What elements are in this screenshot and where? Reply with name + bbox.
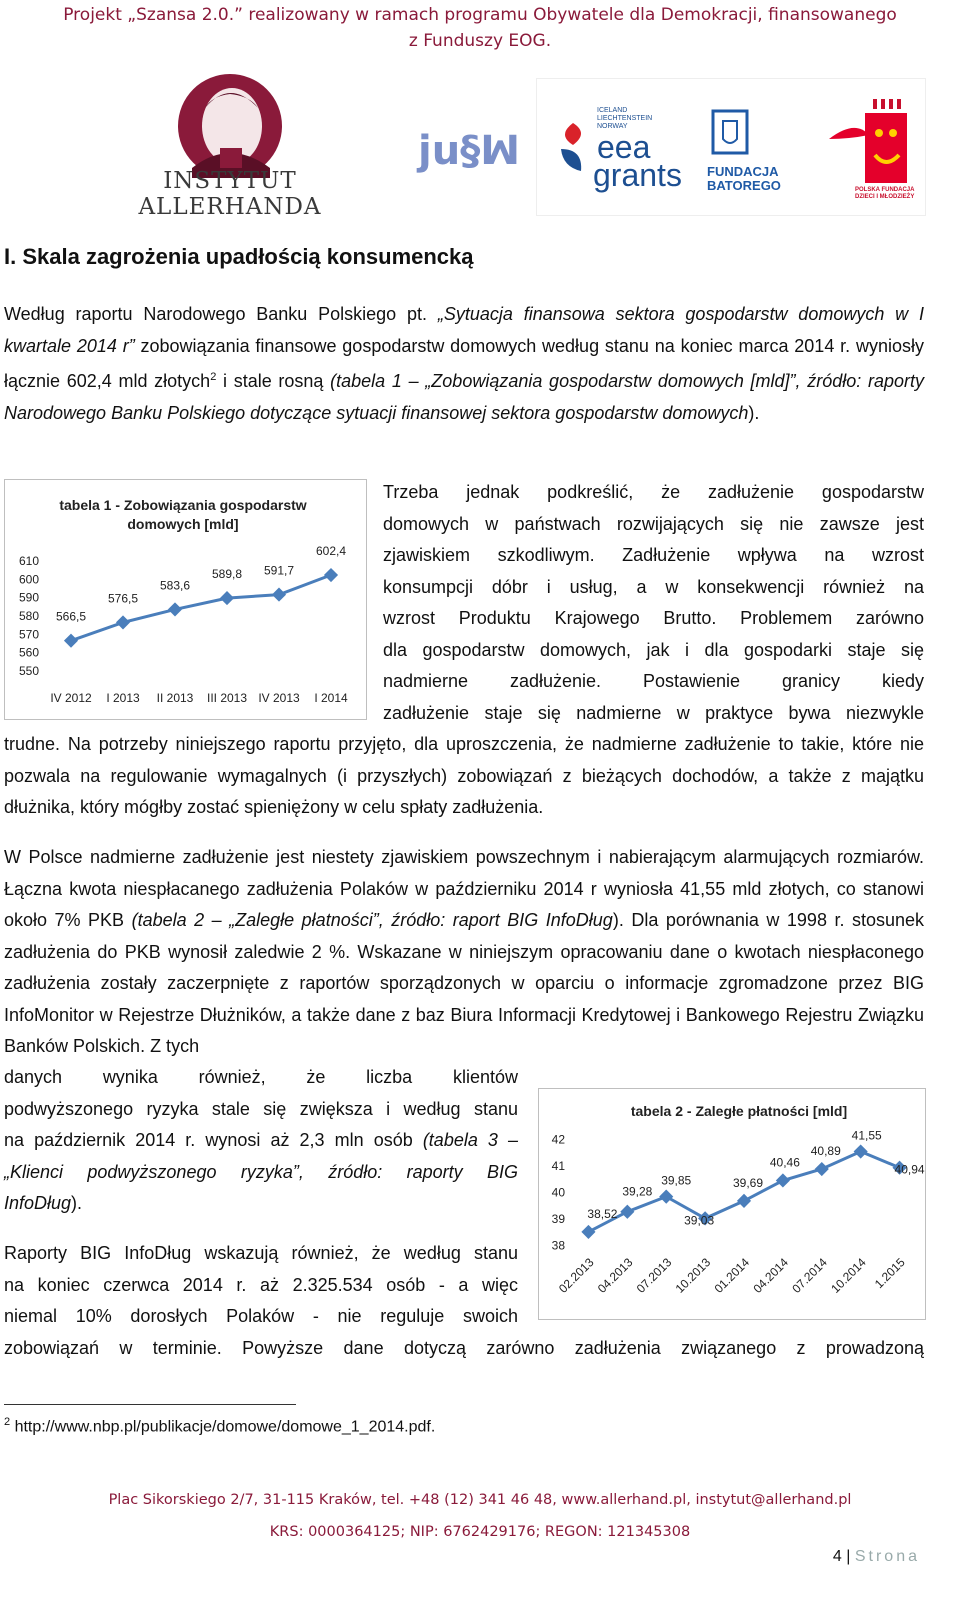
- footnote: [4, 1416, 435, 1436]
- p2-line: domowych w państwach rozwijających się nie zawsze jest: [383, 513, 924, 534]
- grants-text: grants: [593, 157, 682, 193]
- p3-text-c: ). Dla porównania w 1998 r. stosunek zadłużenia do PKB wynosił zaledwie 2 %. Wskazane w niniejszym opracowaniu dane o kwotach niespłaconego zadłużenia zostały zaczerpnięte z raportów sporządzonych w oparciu o informacje zgromadzone przez BIG InfoMonitor w Rejestrze Dłużników, a także dane z baz Biura Informacji Kredytowej i Bankowego Rejestru Związku Banków Polskich. Z tych: [4, 910, 924, 1056]
- x-tick-label: I 2013: [106, 691, 140, 705]
- data-point: [272, 588, 286, 602]
- data-point: [776, 1173, 790, 1187]
- y-tick-label: 570: [18, 627, 39, 642]
- data-label: 40,46: [769, 1155, 800, 1170]
- data-point: [620, 1205, 634, 1219]
- p2-line: zjawiskiem szkodliwym. Zadłużenie wpływa na wzrost: [383, 545, 924, 565]
- data-point: [659, 1190, 673, 1204]
- page-number-value: 4: [832, 1548, 842, 1565]
- page-number: [833, 1548, 920, 1566]
- batory-emblem-icon: [711, 109, 751, 157]
- page-separator: |: [846, 1548, 851, 1565]
- x-tick-label: 10.2014: [828, 1255, 869, 1296]
- allerhand-logo: [80, 68, 380, 220]
- chart-title: tabela 1 - Zobowiązania gospodarstw: [59, 497, 307, 513]
- p1-text-f: ).: [748, 402, 760, 423]
- p3-text-a: W Polsce nadmierne zadłużenie jest niestety zjawiskiem powszechnym i nabierającym alarmujących rozmiarów. Łączna kwota niespłacanego zadłużenia Polaków w październiku 2014 r wyniosła 41,55 mld złotych, co stanowi około 7% PKB: [4, 847, 924, 930]
- pfdim-emblem-icon: [825, 99, 915, 185]
- x-tick-label: 1.2015: [871, 1255, 908, 1292]
- pfdim-text-2: DZIECI I MŁODZIEŻY: [855, 194, 915, 200]
- p3-line5a: InfoDług: [4, 1193, 72, 1213]
- chart-1-svg: [5, 480, 366, 719]
- allerhand-logo-text: INSTYTUT ALLERHANDA: [138, 168, 322, 220]
- data-label: 39,03: [684, 1213, 715, 1228]
- data-point: [64, 634, 78, 648]
- p2-line: nadmierne zadłużenie. Postawienie granicy kiedy: [383, 671, 924, 691]
- eea-grants-logo: [553, 107, 682, 207]
- batory-logo: [707, 109, 787, 199]
- eea-text: eea: [597, 129, 651, 165]
- paragraph-3-left-column: [4, 1062, 518, 1220]
- eea-emblem-icon: [553, 119, 593, 179]
- batory-text-2: BATOREGO: [707, 178, 781, 193]
- data-label: 38,52: [587, 1206, 618, 1221]
- x-tick-label: 07.2014: [789, 1255, 830, 1296]
- y-tick-label: 590: [18, 590, 39, 605]
- p4-line: niemal 10% dorosłych Polaków - nie reguluje swoich: [4, 1306, 518, 1326]
- y-tick-label: 42: [551, 1132, 565, 1147]
- data-label: 39,69: [732, 1175, 764, 1190]
- paragraph-3: [4, 842, 924, 1063]
- chart-title: tabela 2 - Zaległe płatności [mld]: [630, 1103, 848, 1119]
- project-header-line2: z Funduszy EOG.: [408, 31, 552, 51]
- p3-line3b: (tabela 3 –: [422, 1130, 519, 1150]
- paragraph-1: [4, 299, 924, 429]
- x-tick-label: 01.2014: [711, 1255, 753, 1296]
- data-point: [324, 568, 338, 582]
- data-point: [581, 1225, 595, 1239]
- y-tick-label: 610: [18, 554, 39, 569]
- x-tick-label: III 2013: [206, 691, 248, 705]
- p4-line: Raporty BIG InfoDług wskazują również, że według stanu: [4, 1243, 518, 1263]
- data-label: 39,85: [661, 1173, 692, 1188]
- p3-line: danych wynika również, że liczba klientów: [4, 1067, 518, 1087]
- y-tick-label: 40: [551, 1185, 565, 1200]
- p2-line: dla gospodarstw domowych, jak i dla gospodarki staje się: [383, 639, 924, 660]
- y-tick-label: 39: [551, 1212, 565, 1227]
- footnote-link[interactable]: http://www.nbp.pl/publikacje/domowe/domowe_1_2014.pdf.: [14, 1418, 436, 1436]
- chart-1: [4, 479, 367, 720]
- project-header-line1: Projekt „Szansa 2.0.” realizowany w ramach programu Obywatele dla Demokracji, finansowanego: [63, 5, 897, 25]
- paragraph-4-left-column: [4, 1238, 518, 1333]
- x-tick-label: 04.2014: [750, 1255, 792, 1296]
- chart-title: domowych [mld]: [127, 516, 239, 532]
- footer-address: Plac Sikorskiego 2/7, 31-115 Kraków, tel. +48 (12) 341 46 48, www.allerhand.pl, instytut@allerhand.pl: [108, 1492, 852, 1508]
- data-point: [815, 1162, 829, 1176]
- p1-text-d: i stale rosną: [216, 371, 331, 391]
- p3-line3a: na październik 2014 r. wynosi aż 2,3 mln osób: [4, 1130, 423, 1150]
- p2-line: wzrost Produktu Krajowego Brutto. Problemem zarówno: [383, 608, 924, 628]
- partner-logos-panel: [536, 78, 926, 216]
- p3-line: [4, 1188, 518, 1220]
- data-label: 39,28: [622, 1184, 653, 1199]
- data-label: 589,8: [211, 567, 243, 582]
- series-line: [71, 575, 331, 641]
- page-word: Strona: [854, 1548, 920, 1565]
- p3-line: [4, 1125, 518, 1157]
- y-tick-label: 600: [18, 572, 39, 587]
- x-tick-label: IV 2012: [50, 691, 92, 705]
- data-point: [220, 591, 234, 605]
- data-label: 566,5: [55, 609, 87, 624]
- pfdim-logo: [825, 99, 915, 209]
- paragraph-2-column: [383, 477, 924, 729]
- data-label: 41,55: [851, 1128, 882, 1143]
- p3-line: podwyższonego ryzyka stale się zwiększa i według stanu: [4, 1098, 518, 1119]
- footnote-number: 2: [4, 1416, 11, 1428]
- p2-line: Trzeba jednak podkreślić, że zadłużenie gospodarstw: [383, 482, 924, 502]
- y-tick-label: 550: [18, 663, 39, 678]
- data-label: 602,4: [315, 544, 347, 559]
- y-tick-label: 580: [18, 609, 39, 623]
- y-tick-label: 560: [18, 645, 39, 660]
- batory-text-1: FUNDACJA: [707, 164, 779, 179]
- x-tick-label: 10.2013: [672, 1255, 714, 1296]
- footnote-divider: [4, 1404, 296, 1405]
- y-tick-label: 38: [551, 1238, 565, 1253]
- data-label: 40,94: [894, 1162, 925, 1177]
- eea-norway-text: NORWAY: [597, 123, 628, 130]
- data-label: 40,89: [810, 1144, 841, 1159]
- x-tick-label: 02.2013: [555, 1255, 597, 1296]
- footer-registry: KRS: 0000364125; NIP: 6762429176; REGON: 121345308: [269, 1524, 691, 1540]
- data-label: 583,6: [159, 578, 191, 593]
- pfdim-text-1: POLSKA FUNDACJA: [855, 187, 915, 193]
- data-point: [854, 1144, 868, 1158]
- eea-liechtenstein-text: LIECHTENSTEIN: [597, 115, 653, 122]
- y-tick-label: 41: [551, 1159, 565, 1174]
- p3-line: „Klienci podwyższonego ryzyka”, źródło: raporty BIG: [4, 1161, 518, 1182]
- x-tick-label: IV 2013: [258, 691, 300, 705]
- chart-2: [538, 1088, 926, 1320]
- p1-report-title: „Sytuacja finansowa sektora gospodarstw domowych w I kwartale 2014 r”: [4, 304, 924, 356]
- footnote-ref: 2: [210, 371, 217, 383]
- p2-line: konsumpcji dóbr i usług, a w konsekwencji również na: [383, 576, 924, 597]
- x-tick-label: 07.2013: [633, 1255, 675, 1296]
- eea-iceland-text: ICELAND: [597, 107, 628, 114]
- section-title: I. Skala zagrożenia upadłością konsumencką: [4, 244, 474, 269]
- p2-line: zadłużenie staje się nadmierne w praktyce bywa niezwykle: [383, 702, 924, 723]
- x-tick-label: 04.2013: [594, 1255, 636, 1296]
- p1-text-c: zobowiązania finansowe gospodarstw domowych według stanu na koniec marca 2014 r. wyniosły łącznie 602,4 mld złotych: [4, 335, 924, 391]
- data-point: [116, 615, 130, 629]
- data-point: [168, 602, 182, 616]
- p4-line: na koniec czerwca 2014 r. aż 2.325.534 osób - a więc: [4, 1274, 518, 1295]
- p3-table-ref: (tabela 2 – „Zaległe płatności”, źródło: raport BIG InfoDług: [131, 910, 613, 930]
- p3-line5b: ).: [71, 1193, 83, 1213]
- jusbu-logo: ju§ꟽ: [418, 128, 520, 174]
- x-tick-label: I 2014: [314, 691, 348, 705]
- p1-table-ref: (tabela 1 – „Zobowiązania gospodarstw domowych [mld]”, źródło: raporty Narodowego Banku Polskiego dotyczące sytuacji finansowej sektora gospodarstw domowych: [4, 371, 924, 423]
- p1-text-a: Według raportu Narodowego Banku Polskiego pt.: [4, 304, 438, 324]
- x-tick-label: II 2013: [156, 691, 194, 705]
- chart-2-svg: [539, 1089, 925, 1319]
- data-label: 591,7: [263, 563, 295, 578]
- p4-last-line: zobowiązań w terminie. Powyższe dane dotyczą zarówno zadłużenia związanego z prowadzoną: [4, 1338, 924, 1358]
- paragraph-2-rest: trudne. Na potrzeby niniejszego raportu przyjęto, dla uproszczenia, że nadmierne zadłużenie to takie, które nie pozwala na regulowanie wymagalnych (i przyszłych) zobowiązań z bieżących dochodów, a także z majątku dłużnika, który mógłby zostać spieniężony w celu spłaty zadłużenia.: [4, 734, 924, 817]
- data-label: 576,5: [107, 591, 139, 606]
- data-point: [737, 1194, 751, 1208]
